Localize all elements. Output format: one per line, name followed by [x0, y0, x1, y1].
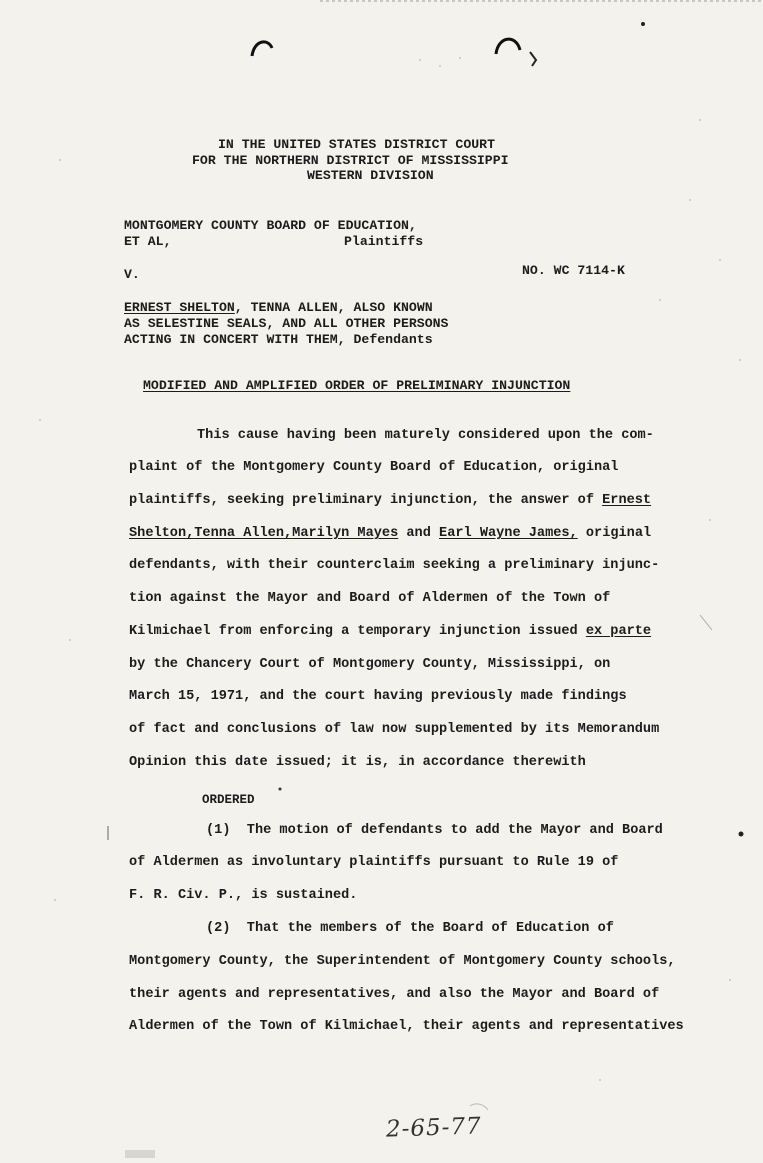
case-number: NO. WC 7114-K [522, 263, 625, 278]
plaintiff-role: Plaintiffs [344, 234, 424, 249]
court-district: FOR THE NORTHERN DISTRICT OF MISSISSIPPI [192, 153, 509, 168]
plaintiff-name: MONTGOMERY COUNTY BOARD OF EDUCATION, [124, 218, 417, 233]
body-line-9: March 15, 1971, and the court having previously made findings [129, 689, 627, 704]
defendant-line-1-rest: , TENNA ALLEN, ALSO KNOWN [234, 300, 433, 315]
paragraph-2-line-4: Aldermen of the Town of Kilmichael, their agents and representatives [129, 1019, 684, 1034]
paragraph-1-line-1: (1) The motion of defendants to add the Mayor and Board [206, 823, 663, 838]
body-line-11: Opinion this date issued; it is, in accordance therewith [129, 755, 586, 770]
body-line-5: defendants, with their counterclaim seeking a preliminary injunc- [129, 558, 660, 573]
body-line-3-text: plaintiffs, seeking preliminary injunction, the answer of [129, 493, 603, 508]
paragraph-2-line-2: Montgomery County, the Superintendent of Montgomery County schools, [129, 954, 676, 969]
defendant-line-3: ACTING IN CONCERT WITH THEM, Defendants [124, 332, 433, 347]
body-line-6: tion against the Mayor and Board of Aldermen of the Town of [129, 591, 611, 606]
body-line-8: by the Chancery Court of Montgomery County, Mississippi, on [129, 657, 611, 672]
body-line-3 [129, 493, 651, 509]
defendant-name-shelton: Shelton, [129, 526, 195, 541]
plaintiff-et-al: ET AL, [124, 234, 172, 249]
paragraph-1-line-2: of Aldermen as involuntary plaintiffs pursuant to Rule 19 of [129, 855, 619, 870]
body-line-7 [129, 624, 651, 640]
defendant-name-ernest: Ernest [602, 493, 652, 508]
body-line-7-text: Kilmichael from enforcing a temporary injunction issued [129, 624, 586, 639]
paragraph-1-line-3: F. R. Civ. P., is sustained. [129, 888, 358, 903]
defendant-name-allen: Tenna Allen, [194, 526, 293, 541]
ordered-heading: ORDERED [202, 793, 255, 807]
handwritten-note: 2-65-77 [385, 1113, 483, 1143]
versus: V. [124, 267, 140, 282]
body-line-4-and: and [398, 526, 440, 541]
defendant-lead-name: ERNEST SHELTON [124, 300, 235, 315]
body-line-4 [129, 526, 651, 542]
defendant-name-james: Earl Wayne James, [439, 526, 578, 541]
body-line-4-rest: original [577, 526, 652, 541]
defendant-line-2: AS SELESTINE SEALS, AND ALL OTHER PERSONS [124, 316, 449, 331]
paragraph-2-line-3: their agents and representatives, and also the Mayor and Board of [129, 987, 660, 1002]
court-name: IN THE UNITED STATES DISTRICT COURT [218, 137, 495, 152]
defendant-name-mayes: Marilyn Mayes [292, 526, 399, 541]
body-line-10: of fact and conclusions of law now supplemented by its Memorandum [129, 722, 660, 737]
order-title: MODIFIED AND AMPLIFIED ORDER OF PRELIMINARY INJUNCTION [143, 378, 571, 393]
body-line-2: plaint of the Montgomery County Board of Education, original [129, 460, 619, 475]
defendant-line-1 [124, 300, 433, 316]
court-division: WESTERN DIVISION [307, 168, 434, 183]
paragraph-2-line-1: (2) That the members of the Board of Education of [206, 921, 614, 936]
body-line-1: This cause having been maturely considered upon the com- [197, 428, 654, 443]
ex-parte: ex parte [585, 624, 652, 639]
